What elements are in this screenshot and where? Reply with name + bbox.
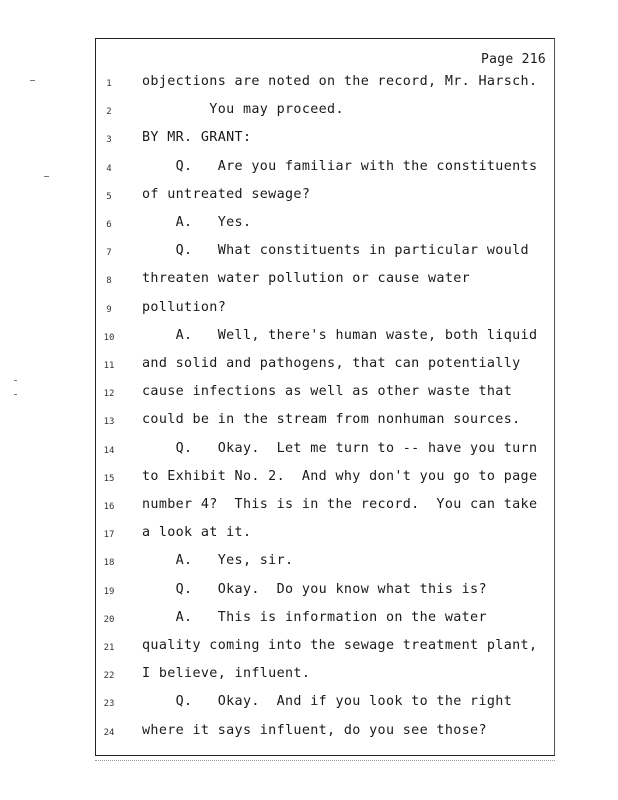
transcript-line <box>0 243 618 271</box>
line-number: 11 <box>103 361 115 371</box>
line-number: 3 <box>106 135 112 146</box>
line-text: number 4? This is in the record. You can take <box>142 497 538 512</box>
line-text: cause infections as well as other waste that <box>142 384 513 400</box>
line-text: could be in the stream from nonhuman sources. <box>142 412 521 428</box>
margin-mark <box>30 80 35 81</box>
transcript-line <box>0 723 618 751</box>
line-number: 15 <box>103 473 115 484</box>
line-number: 9 <box>106 304 112 315</box>
line-text: BY MR. GRANT: <box>142 130 252 146</box>
line-text: where it says influent, do you see those? <box>142 722 487 738</box>
line-number: 14 <box>103 445 115 456</box>
line-number: 22 <box>103 671 115 682</box>
margin-mark <box>14 380 17 381</box>
transcript-line <box>0 356 618 384</box>
transcript-line <box>0 441 618 469</box>
line-text: to Exhibit No. 2. And why don't you go to page <box>142 468 538 484</box>
line-number: 7 <box>106 248 112 259</box>
transcript-line <box>0 582 618 610</box>
line-text: A. This is information on the water <box>142 609 487 625</box>
line-number: 20 <box>103 614 115 625</box>
line-text: You may proceed. <box>142 102 344 118</box>
transcript-line <box>0 412 618 440</box>
line-text: quality coming into the sewage treatment plant, <box>142 638 538 653</box>
line-number: 5 <box>106 191 112 202</box>
line-number: 18 <box>103 558 115 569</box>
margin-mark <box>14 394 17 395</box>
line-text: Q. Are you familiar with the constituents <box>142 158 538 174</box>
line-text: A. Well, there's human waste, both liquid <box>142 327 538 343</box>
line-number: 24 <box>103 727 115 738</box>
transcript-line <box>0 74 618 102</box>
transcript-line <box>0 610 618 638</box>
line-number: 23 <box>103 699 115 710</box>
transcript-line <box>0 300 618 328</box>
transcript-line <box>0 497 618 525</box>
page-number: Page 216 <box>480 52 546 67</box>
line-number: 19 <box>103 586 115 597</box>
line-text: threaten water pollution or cause water <box>142 271 471 287</box>
line-number: 2 <box>106 107 112 118</box>
line-text: and solid and pathogens, that can potentially <box>142 356 521 371</box>
transcript-line <box>0 553 618 581</box>
transcript-line <box>0 215 618 243</box>
line-text: a look at it. <box>142 525 252 541</box>
transcript-line <box>0 328 618 356</box>
transcript-line <box>0 666 618 694</box>
line-number: 12 <box>103 389 115 400</box>
transcript-line <box>0 694 618 722</box>
line-number: 17 <box>103 530 115 541</box>
line-text: objections are noted on the record, Mr. Harsch. <box>142 74 538 89</box>
line-number: 21 <box>103 643 115 653</box>
line-text: of untreated sewage? <box>142 186 311 202</box>
line-number: 6 <box>106 220 112 230</box>
transcript-line <box>0 159 618 187</box>
page-bottom-rule <box>95 760 555 762</box>
line-text: A. Yes, sir. <box>142 553 294 569</box>
transcript-line <box>0 271 618 299</box>
line-text: pollution? <box>142 299 227 315</box>
transcript-line <box>0 187 618 215</box>
line-text: Q. Okay. Do you know what this is? <box>142 581 487 597</box>
line-text: I believe, influent. <box>142 666 311 682</box>
line-text: Q. What constituents in particular would <box>142 243 529 259</box>
line-number: 13 <box>103 417 115 428</box>
line-text: A. Yes. <box>142 215 252 230</box>
line-number: 10 <box>103 332 115 343</box>
line-number: 8 <box>106 276 112 287</box>
line-number: 4 <box>106 163 112 174</box>
transcript-line <box>0 130 618 158</box>
margin-mark <box>44 176 49 177</box>
transcript-line <box>0 469 618 497</box>
line-number: 1 <box>106 79 112 89</box>
transcript-line <box>0 102 618 130</box>
line-text: Q. Okay. Let me turn to -- have you turn <box>142 440 538 456</box>
transcript-line <box>0 384 618 412</box>
line-number: 16 <box>103 502 115 512</box>
transcript-line <box>0 638 618 666</box>
transcript-line <box>0 525 618 553</box>
line-text: Q. Okay. And if you look to the right <box>142 694 513 710</box>
